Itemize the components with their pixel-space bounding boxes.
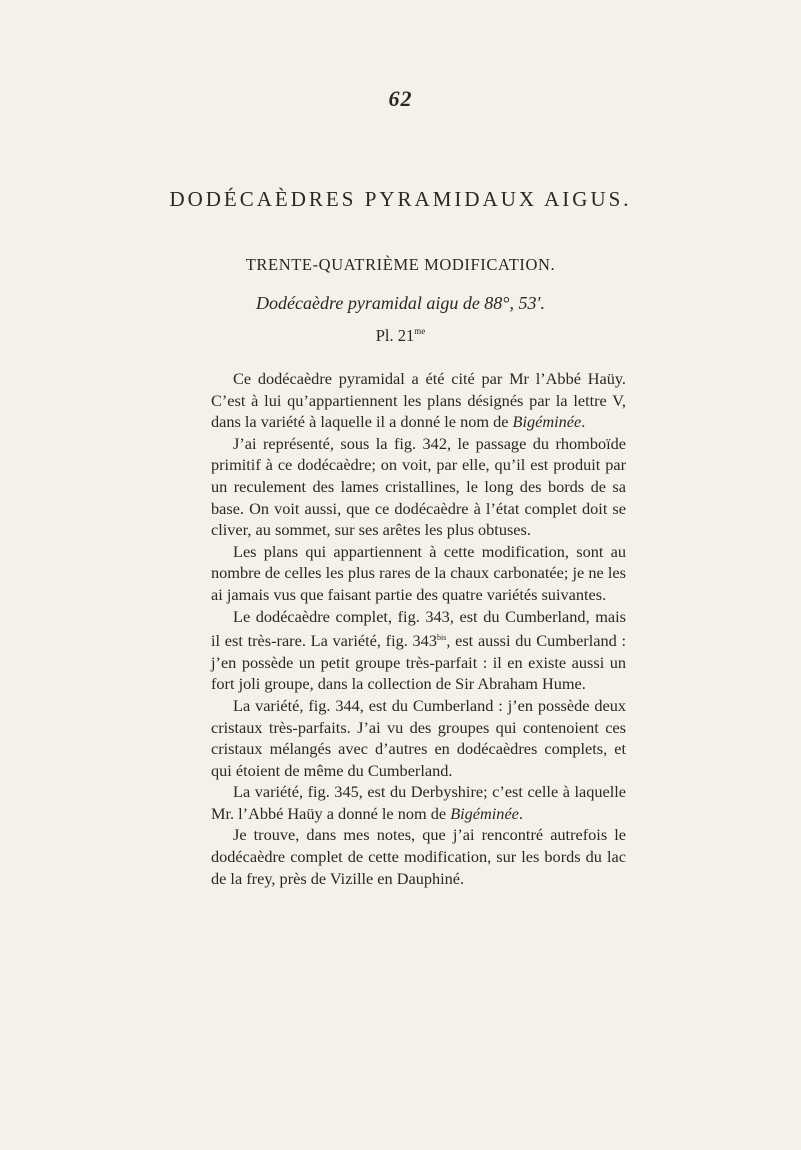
paragraph: Les plans qui appartiennent à cette modification, sont au nombre de celles les plus rares de la chaux carbonatée; je ne les ai jamais vus que faisant partie des quatre variétés suivantes. xyxy=(211,541,626,604)
crystal-caption: Dodécaèdre pyramidal aigu de 88°, 53′. xyxy=(256,293,545,313)
plate-suffix: me xyxy=(414,326,426,336)
paragraph-text: Ce dodécaèdre pyramidal a été cité par Mr l’Abbé Haüy. C’est à lui qu’appartiennent les plans désignés par la lettre V, dans la variété à laquelle il a donné le nom de xyxy=(211,369,626,432)
body-text xyxy=(211,368,626,889)
paragraph-text: . xyxy=(581,412,586,432)
paragraph-text: Le dodécaèdre complet, fig. 343, est du Cumberland, mais il est très-rare. La variété, fig. 343 xyxy=(211,606,626,651)
section-title: DODÉCAÈDRES PYRAMIDAUX AIGUS. xyxy=(169,187,632,211)
modification-heading: TRENTE-QUATRIÈME MODIFICATION. xyxy=(245,255,556,274)
page-number: 62 xyxy=(388,86,413,111)
plate-label: Pl. 21 xyxy=(375,326,415,345)
variety-name: Bigéminée xyxy=(512,412,582,432)
bis-superscript: bis xyxy=(436,633,447,643)
paragraph: Je trouve, dans mes notes, que j’ai rencontré autrefois le dodécaèdre complet de cette modification, sur les bords du lac de la frey, près de Vizille en Dauphiné. xyxy=(211,825,626,888)
paragraph-text: , est aussi du Cumberland : j’en possède un petit groupe très-parfait : il en existe aussi un fort joli groupe, dans la collection de Sir Abraham Hume. xyxy=(211,631,627,694)
paragraph-text: . xyxy=(518,803,523,823)
paragraph: J’ai représenté, sous la fig. 342, le passage du rhomboïde primitif à ce dodécaèdre; on voit, par elle, qu’il est produit par un reculement des lames cristallines, le long des bords de sa base. On voit aussi, que ce dodécaèdre à l’état complet doit se cliver, au sommet, sur ses arêtes les plus obtuses. xyxy=(211,433,626,540)
paragraph: La variété, fig. 344, est du Cumberland : j’en possède deux cristaux très-parfaits. J’ai vu des groupes qui contenoient ces cristaux mélangés avec d’autres en dodécaèdres complets, et qui étoient de même du Cumberland. xyxy=(211,695,626,780)
paragraph-text: La variété, fig. 345, est du Derbyshire; c’est celle à laquelle Mr. l’Abbé Haüy a donné le nom de xyxy=(211,782,626,823)
plate-reference xyxy=(0,326,801,346)
paragraph xyxy=(211,781,626,824)
variety-name: Bigéminée xyxy=(450,803,519,823)
paragraph xyxy=(211,368,626,433)
paragraph xyxy=(211,606,626,695)
